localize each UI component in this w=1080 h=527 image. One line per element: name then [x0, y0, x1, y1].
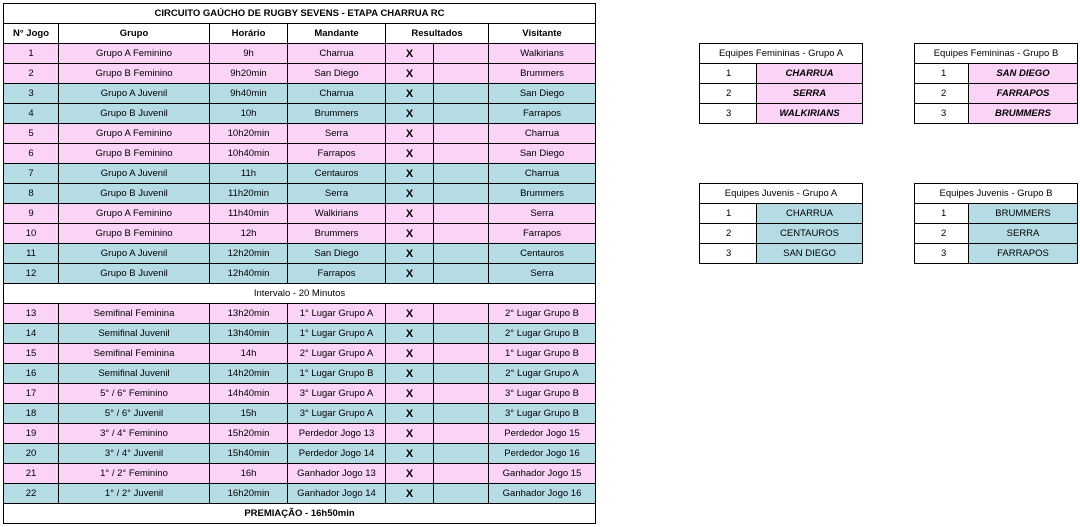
- game-row: [4, 364, 596, 384]
- team-number: 2: [700, 84, 757, 104]
- game-number: 20: [4, 444, 59, 464]
- team-number: 1: [915, 64, 969, 84]
- game-group: Semifinal Juvenil: [59, 324, 210, 344]
- game-time: 9h40min: [210, 84, 288, 104]
- game-result-score: [434, 384, 489, 404]
- team-name: BRUMMERS: [969, 104, 1078, 124]
- game-home: Ganhador Jogo 13: [288, 464, 386, 484]
- game-result-x: X: [386, 244, 434, 264]
- game-group: 5° / 6° Juvenil: [59, 404, 210, 424]
- game-row: [4, 144, 596, 164]
- game-result-x: X: [386, 224, 434, 244]
- game-time: 15h20min: [210, 424, 288, 444]
- game-row: [4, 84, 596, 104]
- game-home: San Diego: [288, 244, 386, 264]
- game-result-score: [434, 104, 489, 124]
- title-row: [4, 4, 596, 24]
- intervalo-row: [4, 284, 596, 304]
- game-home: Centauros: [288, 164, 386, 184]
- schedule-table: [3, 3, 596, 524]
- game-away: San Diego: [489, 144, 596, 164]
- game-time: 12h20min: [210, 244, 288, 264]
- game-away: 2° Lugar Grupo B: [489, 304, 596, 324]
- team-name: CHARRUA: [757, 204, 863, 224]
- game-time: 10h20min: [210, 124, 288, 144]
- game-result-x: X: [386, 444, 434, 464]
- game-time: 10h40min: [210, 144, 288, 164]
- game-away: Brummers: [489, 64, 596, 84]
- group-table-juv-a: [699, 183, 863, 264]
- team-number: 1: [915, 204, 969, 224]
- game-home: Perdedor Jogo 14: [288, 444, 386, 464]
- game-number: 21: [4, 464, 59, 484]
- game-row: [4, 264, 596, 284]
- team-name: SERRA: [757, 84, 863, 104]
- header-resultados: Resultados: [386, 24, 489, 44]
- game-row: [4, 204, 596, 224]
- header-grupo: Grupo: [59, 24, 210, 44]
- game-home: 1° Lugar Grupo A: [288, 324, 386, 344]
- game-number: 4: [4, 104, 59, 124]
- game-result-score: [434, 424, 489, 444]
- game-group: Semifinal Feminina: [59, 344, 210, 364]
- game-group: Grupo B Feminino: [59, 64, 210, 84]
- game-home: Ganhador Jogo 14: [288, 484, 386, 504]
- game-result-score: [434, 144, 489, 164]
- game-number: 2: [4, 64, 59, 84]
- intervalo: Intervalo - 20 Minutos: [4, 284, 596, 304]
- game-result-score: [434, 324, 489, 344]
- team-number: 1: [700, 204, 757, 224]
- game-away: Perdedor Jogo 16: [489, 444, 596, 464]
- game-number: 22: [4, 484, 59, 504]
- game-group: Grupo B Feminino: [59, 224, 210, 244]
- game-result-score: [434, 484, 489, 504]
- game-home: Brummers: [288, 104, 386, 124]
- game-home: 1° Lugar Grupo A: [288, 304, 386, 324]
- game-result-score: [434, 44, 489, 64]
- game-result-score: [434, 364, 489, 384]
- game-row: [4, 464, 596, 484]
- game-group: 5° / 6° Feminino: [59, 384, 210, 404]
- game-time: 13h20min: [210, 304, 288, 324]
- game-row: [4, 64, 596, 84]
- game-number: 6: [4, 144, 59, 164]
- game-group: Semifinal Juvenil: [59, 364, 210, 384]
- game-home: Charrua: [288, 84, 386, 104]
- game-result-x: X: [386, 44, 434, 64]
- game-result-score: [434, 224, 489, 244]
- game-group: 1° / 2° Juvenil: [59, 484, 210, 504]
- game-time: 9h: [210, 44, 288, 64]
- game-result-score: [434, 264, 489, 284]
- game-group: Grupo B Juvenil: [59, 264, 210, 284]
- game-time: 12h: [210, 224, 288, 244]
- game-result-score: [434, 304, 489, 324]
- team-name: SAN DIEGO: [969, 64, 1078, 84]
- game-result-x: X: [386, 204, 434, 224]
- game-result-score: [434, 244, 489, 264]
- game-result-x: X: [386, 324, 434, 344]
- game-number: 7: [4, 164, 59, 184]
- team-number: 2: [915, 84, 969, 104]
- team-name: CHARRUA: [757, 64, 863, 84]
- game-group: Grupo B Juvenil: [59, 184, 210, 204]
- game-time: 16h20min: [210, 484, 288, 504]
- game-result-x: X: [386, 124, 434, 144]
- game-time: 9h20min: [210, 64, 288, 84]
- game-away: Farrapos: [489, 104, 596, 124]
- game-number: 11: [4, 244, 59, 264]
- game-result-score: [434, 164, 489, 184]
- game-home: Serra: [288, 124, 386, 144]
- team-name: BRUMMERS: [969, 204, 1078, 224]
- game-home: San Diego: [288, 64, 386, 84]
- game-home: 1° Lugar Grupo B: [288, 364, 386, 384]
- team-number: 2: [915, 224, 969, 244]
- game-row: [4, 304, 596, 324]
- team-name: SAN DIEGO: [757, 244, 863, 264]
- game-result-x: X: [386, 104, 434, 124]
- game-result-score: [434, 84, 489, 104]
- game-result-score: [434, 444, 489, 464]
- game-number: 3: [4, 84, 59, 104]
- game-away: Centauros: [489, 244, 596, 264]
- game-time: 15h: [210, 404, 288, 424]
- game-group: Grupo A Juvenil: [59, 84, 210, 104]
- game-time: 16h: [210, 464, 288, 484]
- group-title: Equipes Femininas - Grupo A: [700, 44, 863, 64]
- game-row: [4, 104, 596, 124]
- team-number: 1: [700, 64, 757, 84]
- game-result-x: X: [386, 464, 434, 484]
- game-time: 15h40min: [210, 444, 288, 464]
- game-row: [4, 44, 596, 64]
- game-number: 18: [4, 404, 59, 424]
- game-home: Charrua: [288, 44, 386, 64]
- game-result-score: [434, 64, 489, 84]
- game-time: 11h: [210, 164, 288, 184]
- game-away: Serra: [489, 264, 596, 284]
- game-result-x: X: [386, 404, 434, 424]
- header-mandante: Mandante: [288, 24, 386, 44]
- game-group: 3° / 4° Feminino: [59, 424, 210, 444]
- team-number: 3: [700, 244, 757, 264]
- team-name: WALKIRIANS: [757, 104, 863, 124]
- game-away: Ganhador Jogo 15: [489, 464, 596, 484]
- group-title: Equipes Femininas - Grupo B: [915, 44, 1078, 64]
- game-row: [4, 224, 596, 244]
- game-group: Grupo A Feminino: [59, 44, 210, 64]
- game-home: 3° Lugar Grupo A: [288, 404, 386, 424]
- game-away: 3° Lugar Grupo B: [489, 384, 596, 404]
- game-home: Farrapos: [288, 144, 386, 164]
- game-number: 15: [4, 344, 59, 364]
- game-group: Semifinal Feminina: [59, 304, 210, 324]
- schedule-title: CIRCUITO GAÚCHO DE RUGBY SEVENS - ETAPA CHARRUA RC: [4, 4, 596, 24]
- game-result-score: [434, 204, 489, 224]
- game-group: Grupo A Feminino: [59, 124, 210, 144]
- team-number: 3: [915, 104, 969, 124]
- team-name: SERRA: [969, 224, 1078, 244]
- game-away: Serra: [489, 204, 596, 224]
- game-home: Perdedor Jogo 13: [288, 424, 386, 444]
- game-result-score: [434, 184, 489, 204]
- game-result-x: X: [386, 304, 434, 324]
- game-group: 3° / 4° Juvenil: [59, 444, 210, 464]
- game-result-x: X: [386, 84, 434, 104]
- game-result-x: X: [386, 144, 434, 164]
- group-table-fem-a: [699, 43, 863, 124]
- game-home: Serra: [288, 184, 386, 204]
- game-time: 14h40min: [210, 384, 288, 404]
- game-number: 10: [4, 224, 59, 244]
- game-group: 1° / 2° Feminino: [59, 464, 210, 484]
- game-result-x: X: [386, 484, 434, 504]
- team-number: 2: [700, 224, 757, 244]
- game-result-x: X: [386, 264, 434, 284]
- game-result-score: [434, 344, 489, 364]
- game-group: Grupo A Juvenil: [59, 244, 210, 264]
- group-title: Equipes Juvenis - Grupo B: [915, 184, 1078, 204]
- game-row: [4, 124, 596, 144]
- game-result-x: X: [386, 344, 434, 364]
- team-number: 3: [915, 244, 969, 264]
- game-number: 13: [4, 304, 59, 324]
- game-result-score: [434, 124, 489, 144]
- game-time: 13h40min: [210, 324, 288, 344]
- game-result-x: X: [386, 384, 434, 404]
- game-time: 12h40min: [210, 264, 288, 284]
- game-number: 12: [4, 264, 59, 284]
- game-row: [4, 244, 596, 264]
- game-row: [4, 444, 596, 464]
- game-number: 19: [4, 424, 59, 444]
- game-result-x: X: [386, 364, 434, 384]
- game-time: 11h20min: [210, 184, 288, 204]
- game-number: 17: [4, 384, 59, 404]
- team-name: FARRAPOS: [969, 84, 1078, 104]
- game-row: [4, 324, 596, 344]
- game-away: San Diego: [489, 84, 596, 104]
- game-away: Charrua: [489, 124, 596, 144]
- game-away: Farrapos: [489, 224, 596, 244]
- premiacao: PREMIAÇÃO - 16h50min: [4, 504, 596, 524]
- team-name: CENTAUROS: [757, 224, 863, 244]
- game-number: 16: [4, 364, 59, 384]
- game-row: [4, 484, 596, 504]
- game-home: 2° Lugar Grupo A: [288, 344, 386, 364]
- game-number: 1: [4, 44, 59, 64]
- game-home: Walkirians: [288, 204, 386, 224]
- header-horario: Horário: [210, 24, 288, 44]
- game-number: 8: [4, 184, 59, 204]
- game-home: Brummers: [288, 224, 386, 244]
- group-title: Equipes Juvenis - Grupo A: [700, 184, 863, 204]
- game-row: [4, 424, 596, 444]
- game-number: 5: [4, 124, 59, 144]
- game-row: [4, 184, 596, 204]
- header-jogo: N° Jogo: [4, 24, 59, 44]
- game-result-x: X: [386, 164, 434, 184]
- game-row: [4, 344, 596, 364]
- game-time: 10h: [210, 104, 288, 124]
- game-away: Ganhador Jogo 16: [489, 484, 596, 504]
- game-number: 14: [4, 324, 59, 344]
- team-number: 3: [700, 104, 757, 124]
- game-group: Grupo B Feminino: [59, 144, 210, 164]
- game-away: 3° Lugar Grupo B: [489, 404, 596, 424]
- team-name: FARRAPOS: [969, 244, 1078, 264]
- game-away: 2° Lugar Grupo A: [489, 364, 596, 384]
- game-row: [4, 164, 596, 184]
- premiacao-row: [4, 504, 596, 524]
- game-time: 11h40min: [210, 204, 288, 224]
- game-result-x: X: [386, 64, 434, 84]
- game-result-x: X: [386, 184, 434, 204]
- game-result-score: [434, 404, 489, 424]
- game-home: Farrapos: [288, 264, 386, 284]
- game-away: 1° Lugar Grupo B: [489, 344, 596, 364]
- game-result-score: [434, 464, 489, 484]
- game-number: 9: [4, 204, 59, 224]
- game-time: 14h20min: [210, 364, 288, 384]
- game-away: 2° Lugar Grupo B: [489, 324, 596, 344]
- game-away: Perdedor Jogo 15: [489, 424, 596, 444]
- game-away: Walkirians: [489, 44, 596, 64]
- game-time: 14h: [210, 344, 288, 364]
- game-group: Grupo A Feminino: [59, 204, 210, 224]
- game-row: [4, 404, 596, 424]
- group-table-fem-b: [914, 43, 1078, 124]
- game-result-x: X: [386, 424, 434, 444]
- game-away: Charrua: [489, 164, 596, 184]
- game-group: Grupo B Juvenil: [59, 104, 210, 124]
- header-row: [4, 24, 596, 44]
- game-row: [4, 384, 596, 404]
- game-away: Brummers: [489, 184, 596, 204]
- header-visitante: Visitante: [489, 24, 596, 44]
- group-table-juv-b: [914, 183, 1078, 264]
- game-home: 3° Lugar Grupo A: [288, 384, 386, 404]
- game-group: Grupo A Juvenil: [59, 164, 210, 184]
